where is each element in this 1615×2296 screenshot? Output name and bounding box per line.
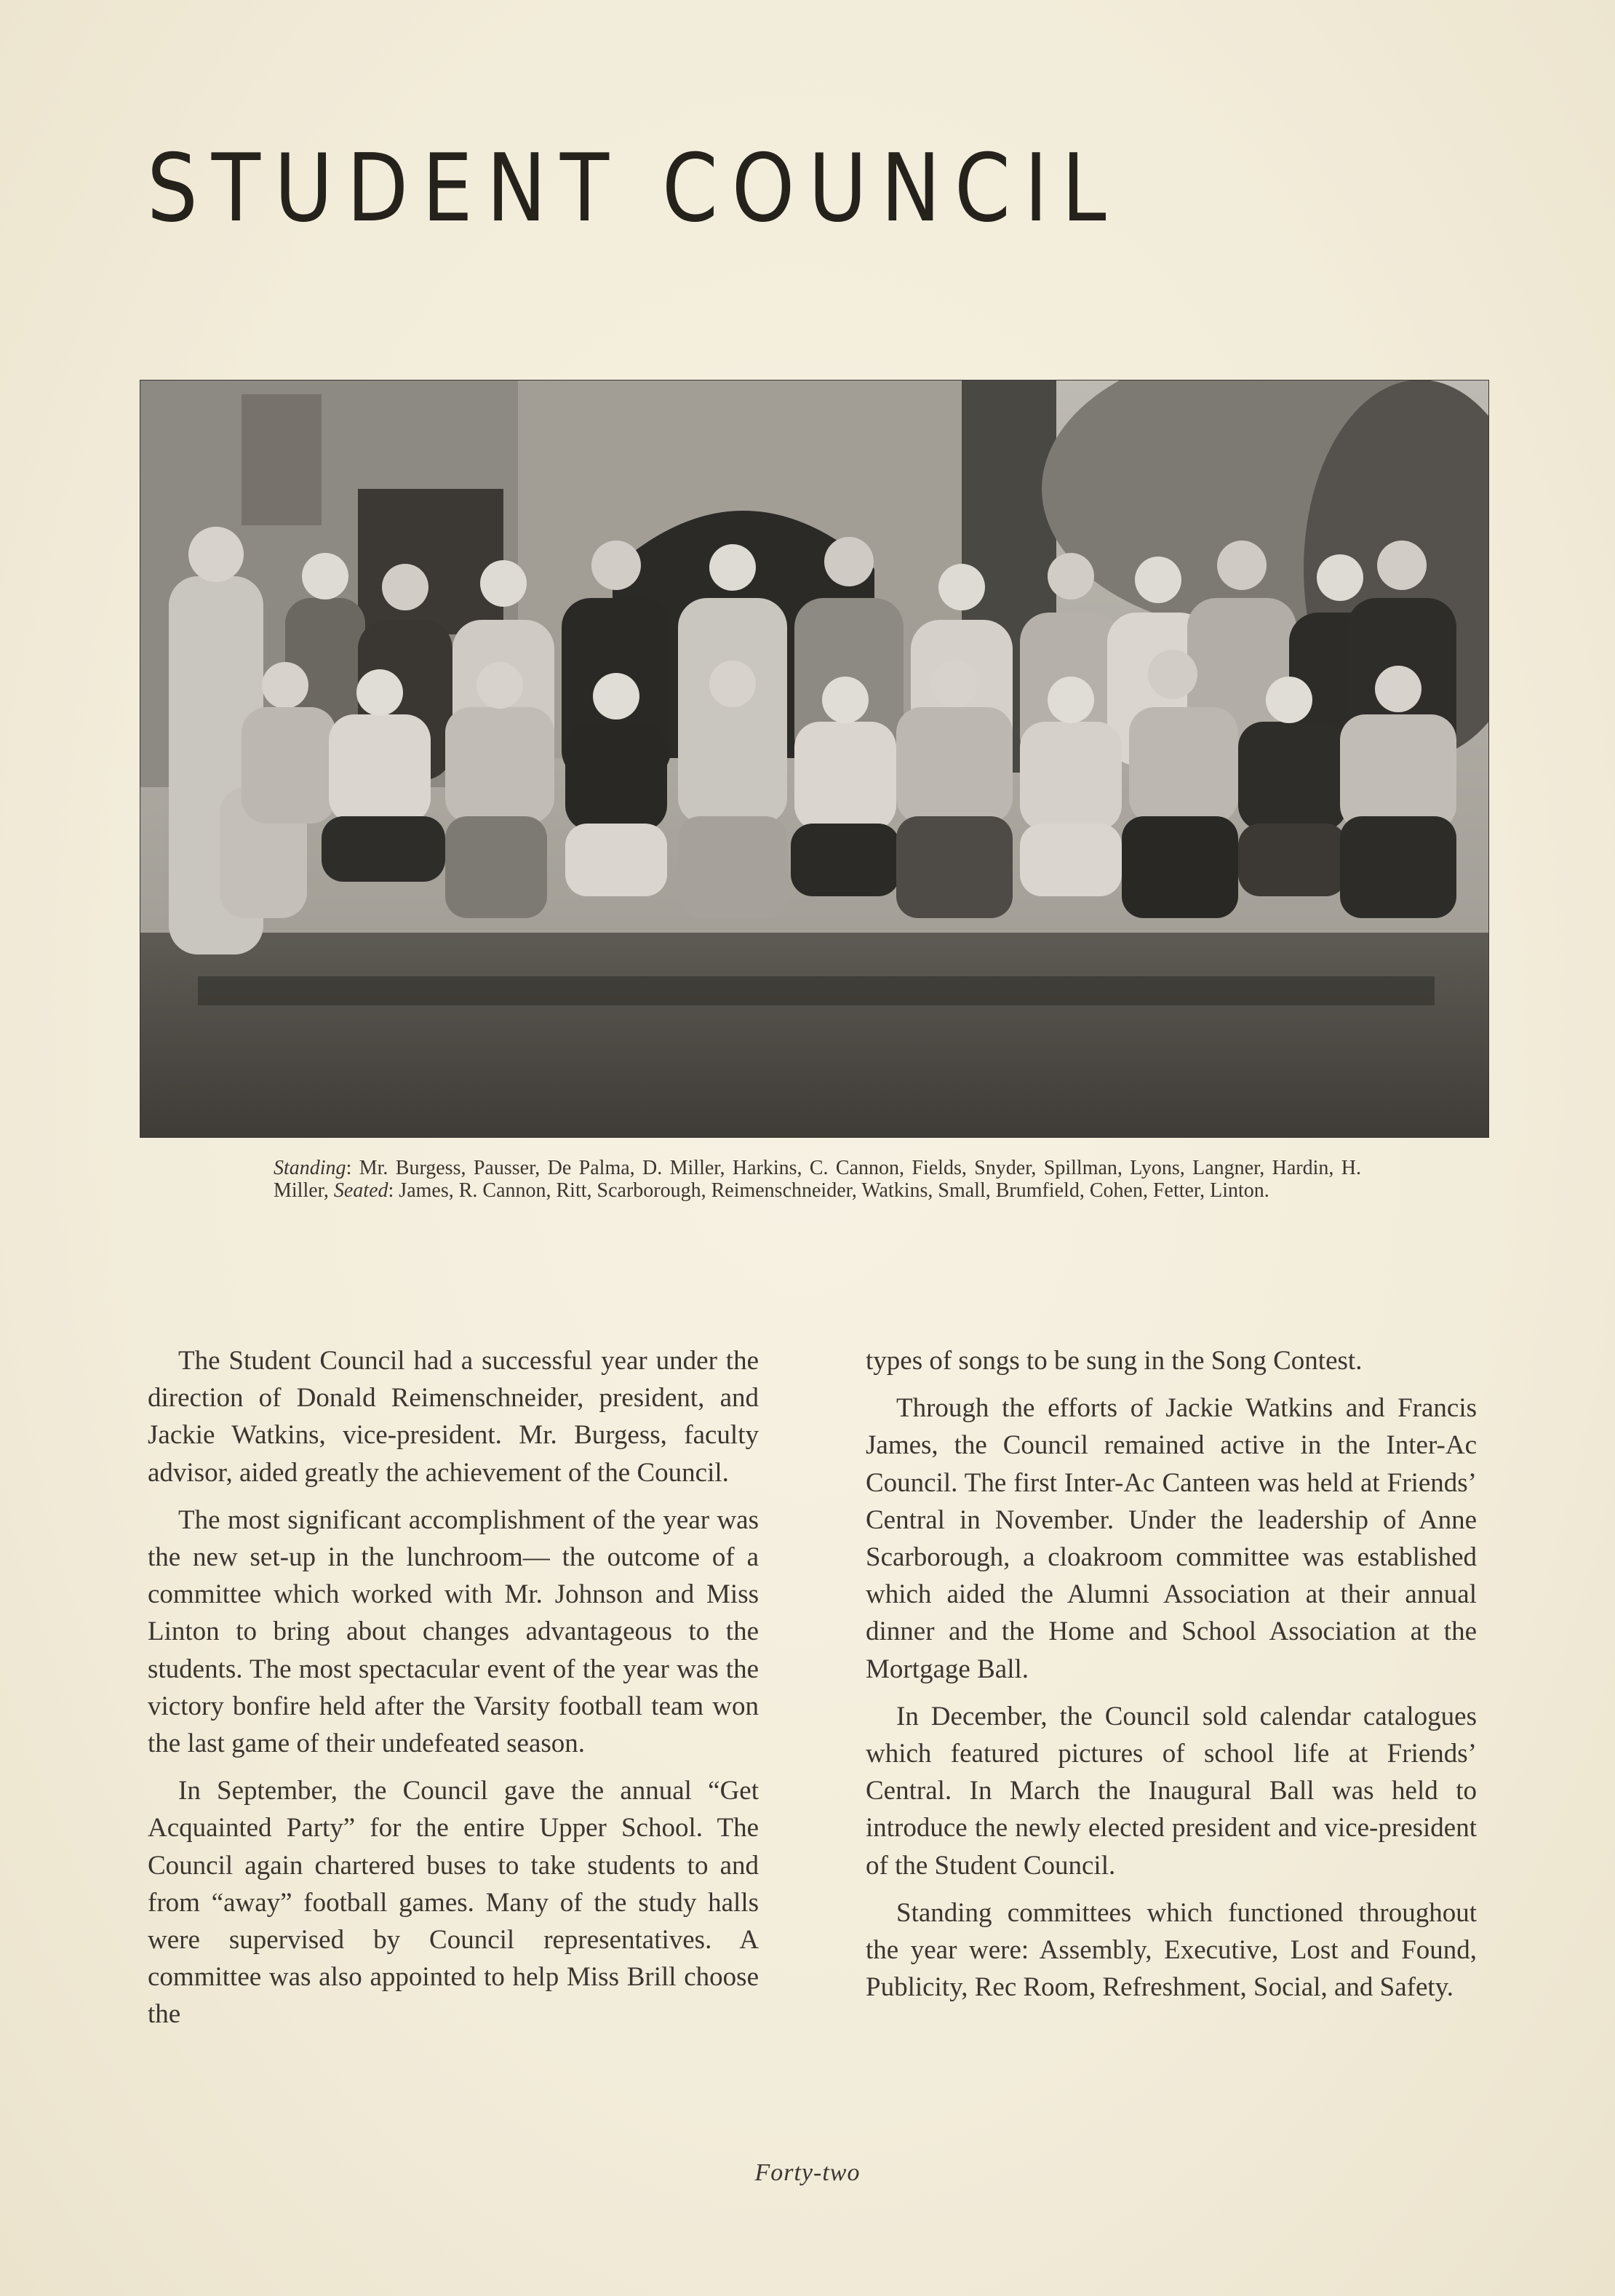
caption-standing-label: Standing — [274, 1157, 346, 1179]
page-number: Forty-two — [754, 2159, 861, 2186]
left-paragraph-2: The most significant accomplishment of the year was the new set-up in the lunchroom— the outcome of a committee which worked with Mr. Johnson and Miss Linton to bring about changes advantageous to the students. The most spectacular event of the year was the victory bonfire held after the Varsity football team won the last game of their undefeated season. — [148, 1504, 759, 1759]
right-paragraph-1: Through the efforts of Jackie Watkins and Francis James, the Council remained active in the Inter-Ac Council. The first Inter-Ac Canteen was held at Friends’ Central in November. Under the leadership of Anne Scarborough, a cloakroom committee was established which aided the Alumni Association at their annual dinner and the Home and School Association at the Mortgage Ball. — [866, 1393, 1477, 1684]
left-paragraph-3: In September, the Council gave the annual “Get Acquainted Party” for the entire Upper School. The Council again chartered buses to take students to and from “away” football games. Many of the study halls were supervised by Council representatives. A committee was also appointed to help Miss Brill choose the — [148, 1776, 759, 2030]
group-photo-image — [140, 380, 1489, 1138]
page-title: STUDENT COUNCIL — [147, 135, 1120, 243]
caption-standing-names: : Mr. Burgess, Pausser, De Palma, D. Miller, Harkins, C. Cannon, Fields, Snyder, Spillman, Lyons, Langner, Hardin, H. Miller, — [274, 1157, 1361, 1202]
right-paragraph-0: types of songs to be sung in the Song Contest. — [866, 1346, 1363, 1376]
left-paragraph-1: The Student Council had a successful year under the direction of Donald Reimenschneider, president, and Jackie Watkins, vice-president. Mr. Burgess, faculty advisor, aided greatly the achievement of the Council. — [148, 1346, 759, 1488]
caption-seated-label: Seated — [333, 1179, 388, 1202]
right-column — [866, 1342, 1477, 2016]
right-paragraph-2: In December, the Council sold calendar catalogues which featured pictures of school life at Friends’ Central. In March the Inaugural Ball was held to introduce the newly elected president and vice-president of the Student Council. — [866, 1701, 1477, 1881]
left-column — [148, 1342, 759, 2044]
group-photo — [140, 380, 1489, 1138]
right-paragraph-3: Standing committees which functioned throughout the year were: Assembly, Executive, Lost and Found, Publicity, Rec Room, Refreshment, Social, and Safety. — [866, 1897, 1477, 2003]
photo-caption — [274, 1157, 1361, 1202]
caption-seated-names: : James, R. Cannon, Ritt, Scarborough, Reimenschneider, Watkins, Small, Brumfield, Cohen, Fetter, Linton. — [388, 1179, 1269, 1202]
